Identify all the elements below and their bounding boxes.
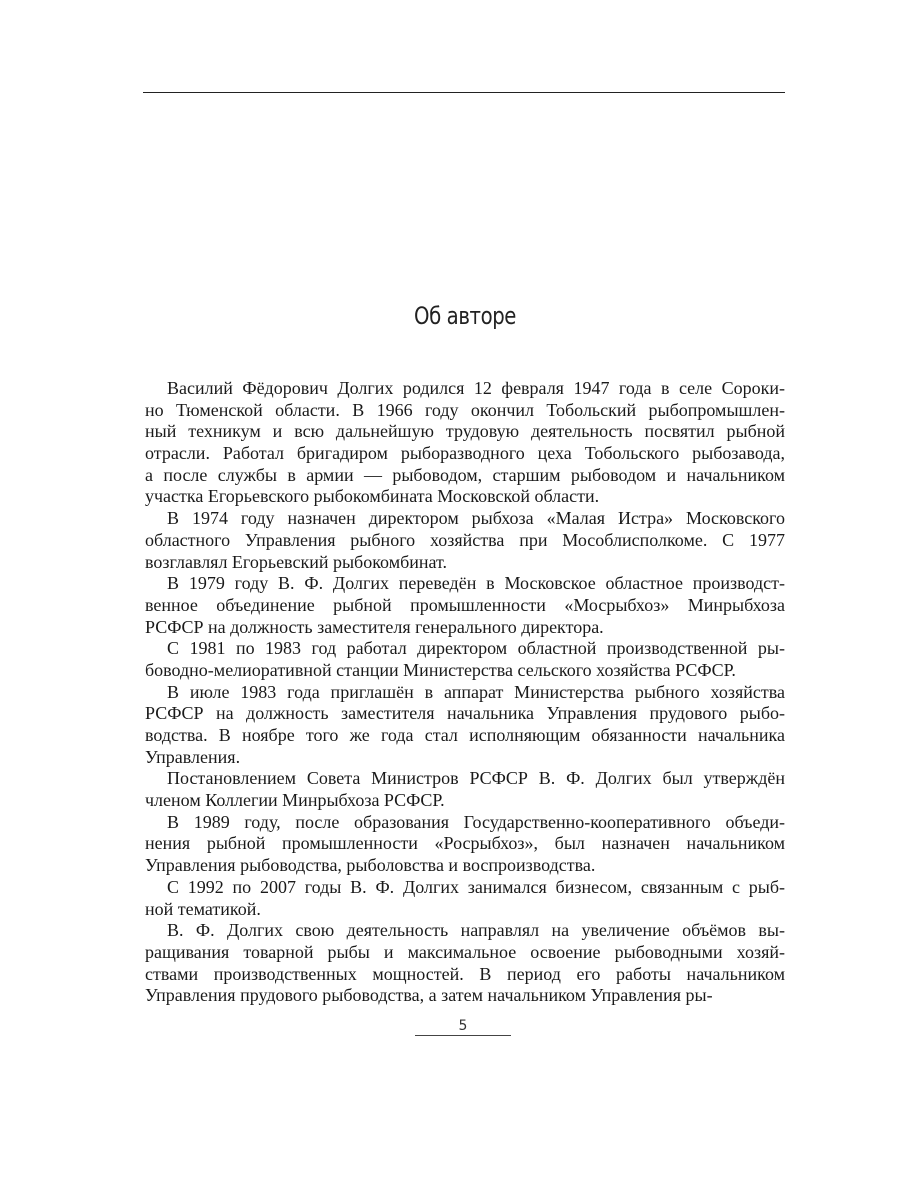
- paragraph: [145, 877, 785, 920]
- text-line: ный техникум и всю дальнейшую трудовую деятельность посвятил рыбной: [145, 421, 785, 442]
- text-line: Постановлением Совета Министров РСФСР В. Ф. Долгих был утверждён: [167, 768, 785, 789]
- text-line: Управления прудового рыбоводства, а затем начальником Управления ры-: [145, 985, 713, 1006]
- paragraph: [145, 812, 785, 877]
- text-line: В июле 1983 года приглашён в аппарат Министерства рыбного хозяйства: [167, 681, 785, 702]
- text-line: участка Егорьевского рыбокомбината Московской области.: [145, 486, 600, 507]
- text-line: В 1979 году В. Ф. Долгих переведён в Московское областное производст-: [167, 573, 785, 594]
- text-line: членом Коллегии Минрыбхоза РСФСР.: [145, 790, 445, 811]
- paragraph: [145, 508, 785, 573]
- paragraph: [145, 768, 785, 811]
- text-line: ращивания товарной рыбы и максимальное освоение рыбоводными хозяй-: [145, 941, 785, 962]
- body-text: [145, 378, 785, 1007]
- text-line: боводно-мелиоративной станции Министерства сельского хозяйства РСФСР.: [145, 659, 736, 680]
- text-line: В 1989 году, после образования Государственно-кооперативного объеди-: [167, 811, 785, 832]
- paragraph: [145, 573, 785, 638]
- text-line: ной тематикой.: [145, 898, 261, 919]
- text-line: С 1992 по 2007 годы В. Ф. Долгих занимался бизнесом, связанным с рыб-: [167, 876, 785, 897]
- page-number-rule: [415, 1035, 511, 1036]
- page-title: Об авторе: [414, 302, 516, 330]
- text-line: водства. В ноябре того же года стал исполняющим обязанности начальника: [145, 725, 785, 745]
- text-line: но Тюменской области. В 1966 году окончил Тобольский рыбопромышлен-: [145, 399, 785, 420]
- text-line: отрасли. Работал бригадиром рыборазводного цеха Тобольского рыбозавода,: [145, 443, 785, 464]
- text-line: ствами производственных мощностей. В период его работы начальником: [145, 963, 785, 984]
- text-line: Василий Фёдорович Долгих родился 12 февраля 1947 года в селе Сороки-: [167, 378, 785, 398]
- text-line: С 1981 по 1983 год работал директором областной производственной ры-: [167, 638, 785, 659]
- paragraph: [145, 920, 785, 1007]
- paragraph: [145, 378, 785, 508]
- text-line: нения рыбной промышленности «Росрыбхоз», был назначен начальником: [145, 833, 785, 854]
- page-number: 5: [458, 1018, 468, 1034]
- text-line: Управления.: [145, 746, 241, 767]
- text-line: В 1974 году назначен директором рыбхоза «Малая Истра» Московского: [167, 508, 785, 529]
- text-line: областного Управления рыбного хозяйства при Мособлисполкоме. С 1977: [145, 529, 785, 550]
- header-rule: [143, 92, 785, 93]
- text-line: Управления рыбоводства, рыболовства и воспроизводства.: [145, 855, 596, 876]
- text-line: В. Ф. Долгих свою деятельность направлял на увеличение объёмов вы-: [167, 920, 785, 941]
- text-line: РСФСР на должность заместителя генерального директора.: [145, 616, 604, 637]
- paragraph: [145, 638, 785, 681]
- paragraph: [145, 682, 785, 769]
- text-line: венное объединение рыбной промышленности «Мосрыбхоз» Минрыбхоза: [145, 594, 785, 615]
- text-line: возглавлял Егорьевский рыбокомбинат.: [145, 551, 448, 572]
- text-line: РСФСР на должность заместителя начальника Управления прудового рыбо-: [145, 703, 785, 724]
- text-line: а после службы в армии — рыбоводом, старшим рыбоводом и начальником: [145, 464, 785, 485]
